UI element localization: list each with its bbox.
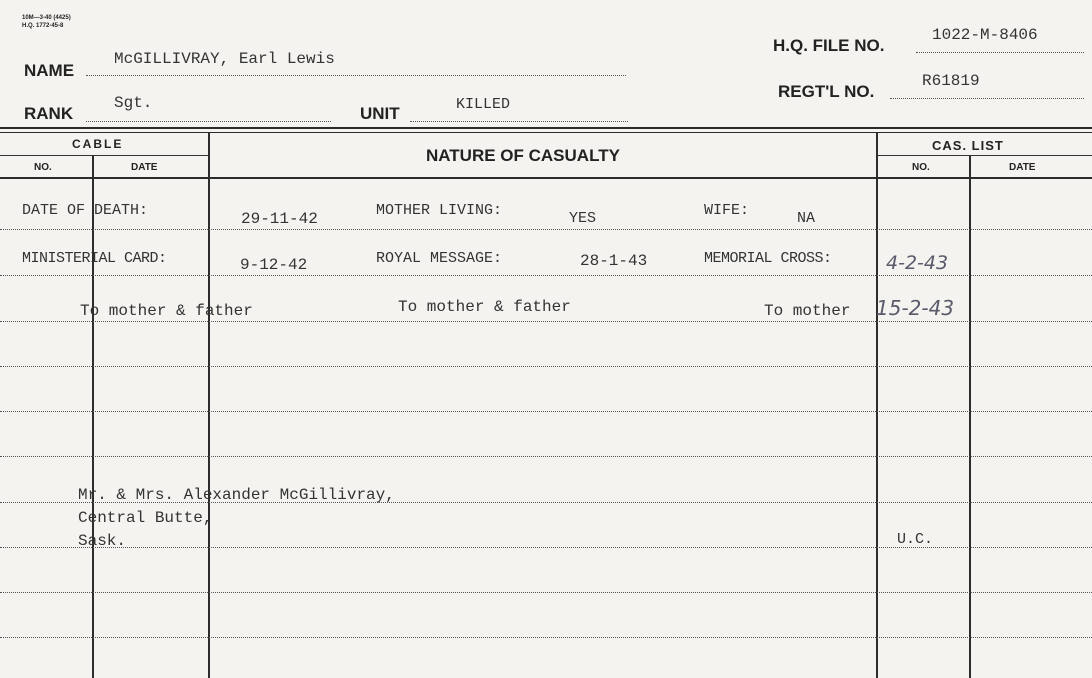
date-of-death-label: DATE OF DEATH: xyxy=(22,202,149,219)
cable-no-header: NO. xyxy=(34,162,52,173)
cable-date-header: DATE xyxy=(131,162,158,173)
memorial-cross-label: MEMORIAL CROSS: xyxy=(704,250,832,267)
row-line xyxy=(0,229,1092,230)
wife-value: NA xyxy=(797,210,816,227)
cable-column-divider xyxy=(92,155,94,678)
row-line xyxy=(0,366,1092,367)
nature-right-divider xyxy=(876,133,878,678)
unit-dotted-line xyxy=(410,121,628,122)
cable-subheader-rule xyxy=(0,155,208,156)
mother-living-label: MOTHER LIVING: xyxy=(376,202,503,219)
name-dotted-line xyxy=(86,75,626,76)
row-line xyxy=(0,637,1092,638)
address-line1: Mr. & Mrs. Alexander McGillivray, xyxy=(78,486,395,504)
row-line xyxy=(0,411,1092,412)
hq-file-dotted-line xyxy=(916,52,1084,53)
cable-header: CABLE xyxy=(72,137,124,151)
row-line xyxy=(0,275,1092,276)
address-line3: Sask. xyxy=(78,532,127,550)
unit-value: KILLED xyxy=(456,96,511,113)
name-value: McGILLIVRAY, Earl Lewis xyxy=(114,50,335,68)
ministerial-card-value: 9-12-42 xyxy=(240,256,308,274)
name-label: NAME xyxy=(24,61,75,80)
print-code-line2: H.Q. 1772-45-8 xyxy=(22,23,64,29)
royal-message-value: 28-1-43 xyxy=(580,252,648,270)
hq-file-label: H.Q. FILE NO. xyxy=(773,36,885,55)
ministerial-card-label: MINISTERIAL CARD: xyxy=(22,250,167,267)
cas-list-header: CAS. LIST xyxy=(932,138,1004,153)
date-of-death-value: 29-11-42 xyxy=(241,210,318,228)
row-line xyxy=(0,321,1092,322)
hq-file-value: 1022-M-8406 xyxy=(932,26,1038,44)
row-line xyxy=(0,456,1092,457)
address-line2: Central Butte, xyxy=(78,509,213,527)
rank-dotted-line xyxy=(86,121,331,122)
nature-of-casualty-header: NATURE OF CASUALTY xyxy=(426,146,620,165)
royal-message-label: ROYAL MESSAGE: xyxy=(376,250,503,267)
recipient-ministerial-card: To mother & father xyxy=(80,302,253,320)
memorial-cross-value: 4-2-43 xyxy=(886,252,949,274)
print-code-line1: 10M—3-40 (4425) xyxy=(22,15,71,21)
regtl-value: R61819 xyxy=(922,72,980,90)
recipient-royal-message: To mother & father xyxy=(398,298,571,316)
regtl-dotted-line xyxy=(890,98,1084,99)
header-rule-top xyxy=(0,127,1092,129)
cas-list-subheader-rule xyxy=(878,155,1092,156)
column-header-rule xyxy=(0,177,1092,179)
unit-label: UNIT xyxy=(360,104,400,123)
mother-living-value: YES xyxy=(569,210,597,227)
print-code xyxy=(22,14,71,30)
rank-value: Sgt. xyxy=(114,94,153,112)
cas-list-no-header: NO. xyxy=(912,162,930,173)
wife-label: WIFE: xyxy=(704,202,750,219)
rank-label: RANK xyxy=(24,104,74,123)
row-line xyxy=(0,592,1092,593)
nature-left-divider xyxy=(208,133,210,678)
cas-list-date-header: DATE xyxy=(1009,162,1036,173)
cas-list-note: U.C. xyxy=(897,531,934,548)
recipient-memorial-cross: To mother xyxy=(764,302,851,320)
cas-list-column-divider xyxy=(969,155,971,678)
header-rule-bottom xyxy=(0,132,1092,133)
handwritten-date: 15-2-43 xyxy=(876,296,955,320)
regtl-label: REGT'L NO. xyxy=(778,82,875,101)
